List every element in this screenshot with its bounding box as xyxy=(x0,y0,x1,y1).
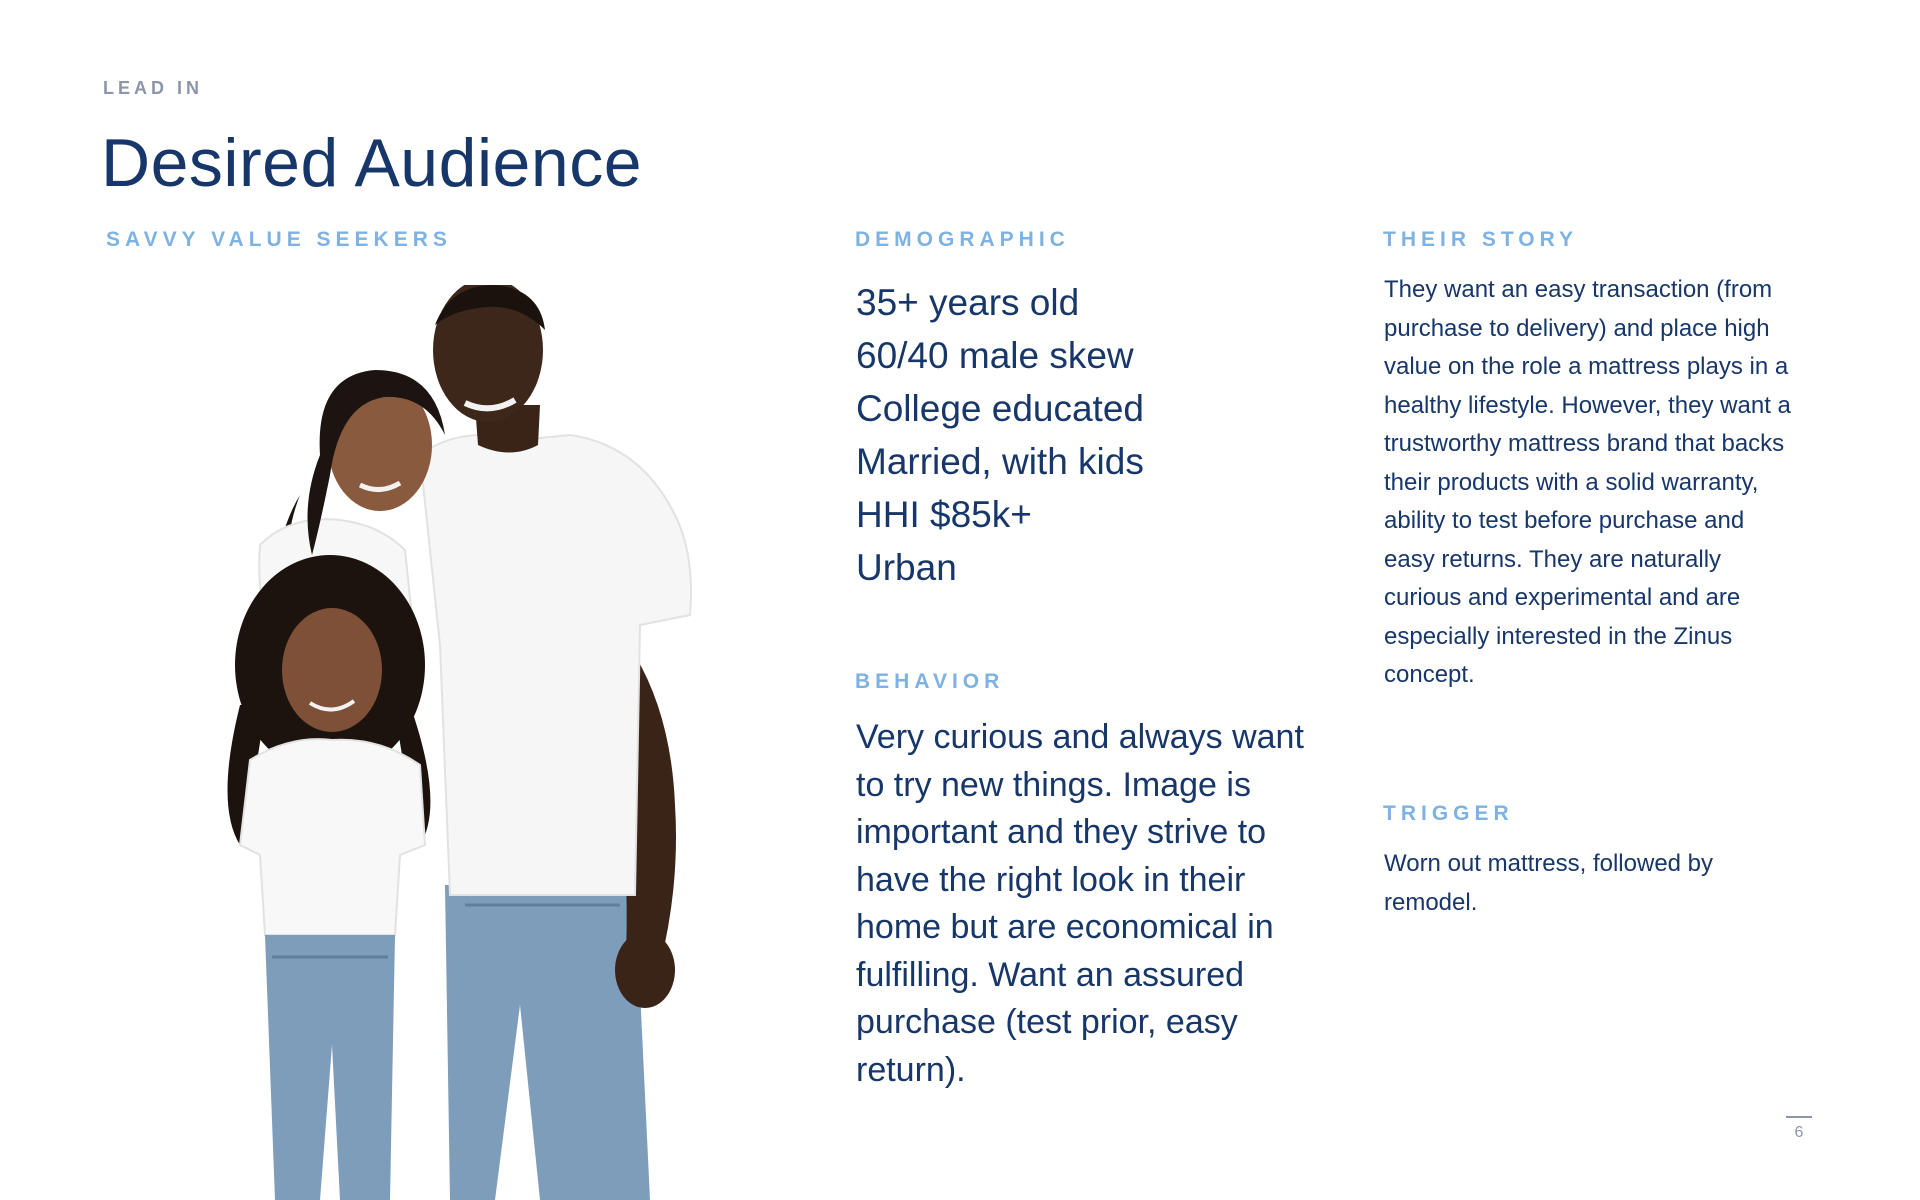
page-number: 6 xyxy=(1794,1124,1804,1141)
demographic-item: 35+ years old xyxy=(856,282,1080,323)
their-story-text: They want an easy transaction (from purchase to delivery) and place high value on the role a mattress plays in a healthy lifestyle. However, they want a trustworthy mattress brand that backs their products with a solid warranty, ability to test before purchase and easy returns. They are naturally curious and experimental and are especially interested in the Zinus concept. xyxy=(1384,276,1791,688)
page-title: Desired Audience xyxy=(101,125,643,201)
page-number-rule xyxy=(1786,1116,1812,1118)
demographic-item: Urban xyxy=(856,547,957,588)
demographic-item: 60/40 male skew xyxy=(856,335,1134,376)
father-figure xyxy=(420,285,691,1200)
trigger-text: Worn out mattress, followed by remodel. xyxy=(1384,850,1714,916)
family-photo xyxy=(220,285,700,1200)
their-story-label: THEIR STORY xyxy=(1383,228,1579,251)
behavior-text: Very curious and always want to try new things. Image is important and they strive to have the right look in their home but are economical in fulfilling. Want an assured purchase (test prior, easy return). xyxy=(856,718,1304,1089)
girl-figure xyxy=(228,555,431,1200)
page-number-block xyxy=(1786,1116,1812,1142)
demographic-item: Married, with kids xyxy=(856,441,1144,482)
trigger-label: TRIGGER xyxy=(1383,802,1514,825)
persona-label: SAVVY VALUE SEEKERS xyxy=(106,228,452,251)
demographic-list xyxy=(856,276,1144,594)
demographic-item: HHI $85k+ xyxy=(856,494,1032,535)
eyebrow-label: LEAD IN xyxy=(103,78,203,98)
behavior-label: BEHAVIOR xyxy=(855,670,1005,693)
demographic-label: DEMOGRAPHIC xyxy=(855,228,1070,251)
demographic-item: College educated xyxy=(856,388,1144,429)
